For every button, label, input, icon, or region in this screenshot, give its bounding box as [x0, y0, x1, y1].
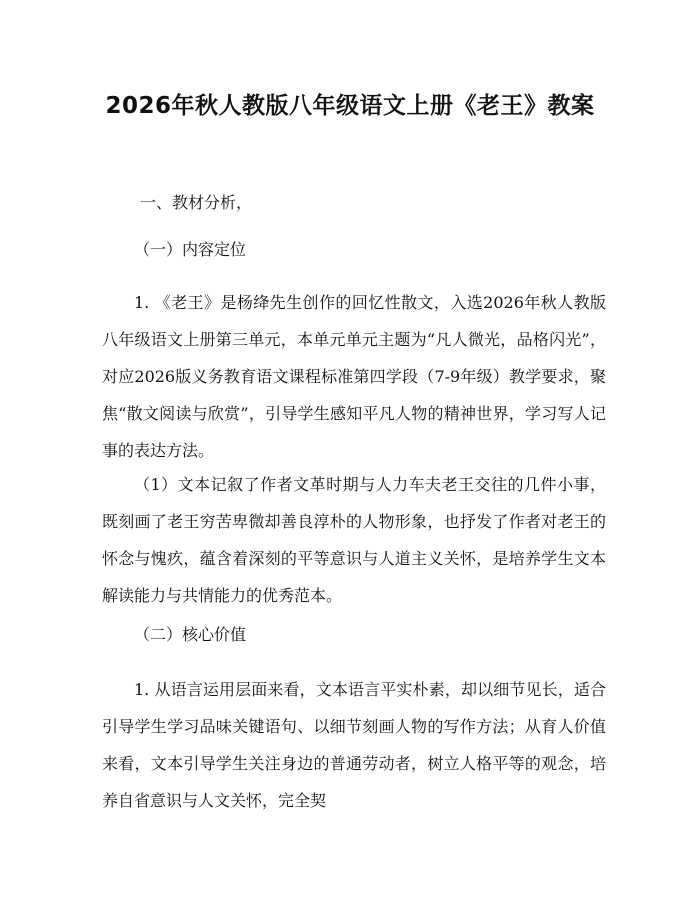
paragraph-core-value-1: 1. 从语言运用层面来看，文本语言平实朴素，却以细节见长，适合引导学生学习品味关键语句、以细节刻画人物的写作方法；从育人价值来看，文本引导学生关注身边的普通劳动者，树立人格平等的观念，培养自省意识与人文关怀，完全契 — [102, 680, 606, 810]
document-title: 2026年秋人教版八年级语文上册《老王》教案 — [105, 93, 595, 119]
subsection-heading-core-value: （二）核心价值 — [134, 625, 247, 644]
section-heading-textbook-analysis: 一、教材分析， — [140, 193, 253, 212]
paragraph-content-positioning-1: 1. 《老王》是杨绛先生创作的回忆性散文，入选2026年秋人教版八年级语文上册第三单元，本单元单元主题为“凡人微光，品格闪光”，对应2026版义务教育语文课程标准第四学段（7-9年级）教学要求，聚焦“散文阅读与欣赏”，引导学生感知平凡人物的精神世界，学习写人记事的表达方法。 — [102, 293, 606, 460]
subsection-heading-content-positioning: （一）内容定位 — [134, 240, 247, 259]
paragraph-content-positioning-2: （1）文本记叙了作者文革时期与人力车夫老王交往的几件小事，既刻画了老王穷苦卑微却善良淳朴的人物形象，也抒发了作者对老王的怀念与愧疚，蕴含着深刻的平等意识与人道主义关怀，是培养学生文本解读能力与共情能力的优秀范本。 — [102, 475, 606, 605]
